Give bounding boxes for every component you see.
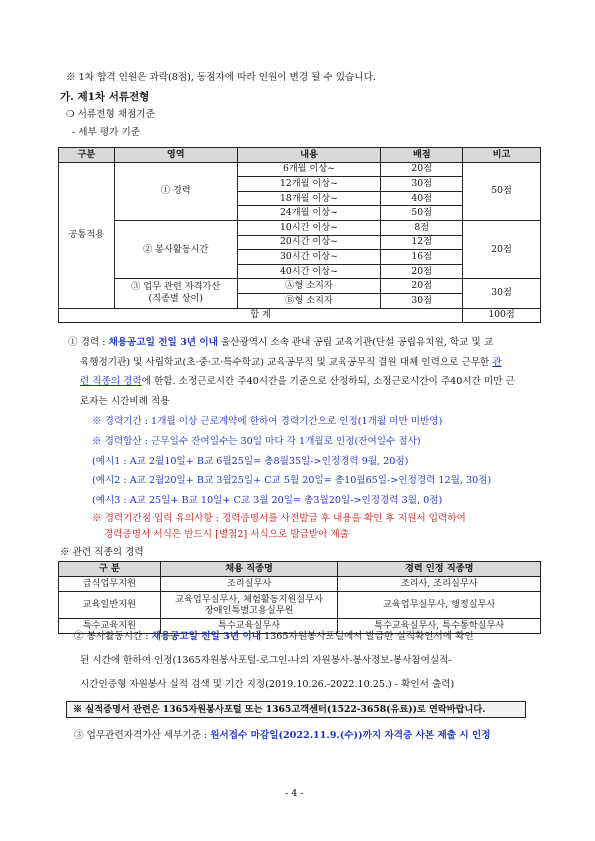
- table-cell: 8점: [381, 220, 463, 235]
- table-cell: 교육업무실무사, 행정실무사: [338, 592, 541, 619]
- total-score: 100점: [463, 308, 541, 323]
- certificate-deadline-highlight: 원서접수 마감일(2022.11.9.(수))까지 자격증 사본 제출 시 인정: [210, 730, 491, 741]
- career-line-3: [80, 375, 515, 388]
- example-3: (예시3 : A교 25일+ B교 10일+ C교 3월 20일= 총3월20일->인정경력 3월, 0점): [92, 495, 443, 506]
- category-common: 공통적용: [59, 162, 115, 308]
- table-cell: 특수교육실무사, 특수통학실무사: [338, 619, 541, 634]
- table-cell: Ⓑ형 소지자: [237, 293, 381, 308]
- table-cell: 12개월 이상~: [237, 177, 381, 192]
- career-text: 울산광역시 소속 관내 공립 교육기관(단설 공립유치원, 학교 및 교: [217, 337, 494, 348]
- section-title: 가. 제1차 서류전형: [60, 91, 150, 103]
- intro-note: ※ 1차 합격 인원은 과락(8점), 동점자에 따라 인원이 변경 될 수 있습니다.: [66, 72, 376, 83]
- table-cell: 40시간 이상~: [237, 264, 381, 279]
- career-period-highlight: 채용공고일 전일 3년 이내: [108, 337, 218, 348]
- career-line-4: 로자는 시간비례 적용: [80, 396, 170, 407]
- table-cell: 조리사, 조리실무사: [338, 577, 541, 592]
- area-certificate-line1: ③ 업무 관련 자격가산: [131, 281, 221, 293]
- table-cell: 30시간 이상~: [237, 250, 381, 265]
- table-cell: 조리실무사: [160, 577, 338, 592]
- sub-heading-criteria: ❍ 서류전형 채점기준: [66, 109, 155, 120]
- header-recognized-job: 경력 인정 직종명: [338, 562, 541, 577]
- sub-heading-detail: - 세부 평가 기준: [72, 127, 140, 138]
- example-2: (예시2 : A교 2월20일+ B교 3월25일+ C교 5월 20일= 총10월65일->인정경력 12월, 30점): [92, 475, 492, 486]
- table-cell: 16점: [381, 250, 463, 265]
- table-cell: 20점: [381, 162, 463, 177]
- header-score: 배점: [381, 148, 463, 163]
- career-max-score: 50점: [463, 162, 541, 220]
- volunteer-period-highlight: 채용공고일 전일 3년 이내: [151, 631, 261, 642]
- related-careers-title: ※ 관련 직종의 경력: [60, 547, 144, 558]
- table-cell: 20점: [381, 279, 463, 294]
- volunteer-line-1: [74, 630, 474, 643]
- career-text: 육행정기관) 및 사립학교(초·중·고·특수학교) 교육공무직 및 교육공무직 결원 대체 인력으로 근무한: [80, 357, 493, 368]
- page-number: - 4 -: [285, 788, 304, 799]
- table-cell: 30점: [381, 177, 463, 192]
- area-volunteer: ② 봉사활동시간: [114, 220, 237, 278]
- career-label: ① 경력 :: [68, 337, 109, 348]
- area-certificate: [114, 279, 237, 308]
- table-cell: 30점: [381, 293, 463, 308]
- certificate-max-score: 30점: [463, 279, 541, 308]
- note-career-period: ※ 경력기간 : 1개월 이상 근로계약에 한하여 경력기간으로 인정(1개월 미만 미반영): [92, 416, 443, 427]
- certificate-line: [74, 729, 491, 742]
- certificate-label: ③ 업무관련자격가산 세부기준 :: [74, 730, 211, 741]
- header-note: 비고: [463, 148, 541, 163]
- volunteer-max-score: 20점: [463, 220, 541, 278]
- table-cell: 50점: [381, 206, 463, 221]
- volunteer-text: 1365자원봉사포털에서 발급한 실적확인서에 확인: [260, 631, 474, 642]
- header-job: 채용 직종명: [160, 562, 338, 577]
- volunteer-line-3: 시간인증형 자원봉사 실적 검색 및 기간 지정(2019.10.26.-2022.10.25.) - 확인서 출력): [80, 679, 455, 690]
- related-careers-table: [58, 561, 541, 634]
- notice-box: ※ 실적증명서 관련은 1365자원봉사포털 또는 1365고객센터(1522-3658(유료))로 연락바랍니다.: [66, 701, 526, 718]
- job-line-1: 교육업무실무사, 체험활동지원실무사: [175, 594, 324, 605]
- total-label: 합 계: [59, 308, 463, 323]
- table-cell: [160, 592, 338, 619]
- warning-line-2: 경력증명서 서식은 반드시 [별첨2] 서식으로 발급받아 제출: [104, 529, 350, 540]
- warning-line-1: ※ 경력기간점 입력 유의사항 : 경력증명서를 사전발급 후 내용을 확인 후 지원서 입력하여: [92, 513, 466, 524]
- table-cell: 18개월 이상~: [237, 191, 381, 206]
- volunteer-line-2: 된 시간에 한하여 인정(1365자원봉사포털-로그인-나의 자원봉사-봉사정보-봉사참여실적-: [80, 655, 452, 666]
- header-area: 영역: [114, 148, 237, 163]
- table-row: [59, 592, 541, 619]
- table-cell: 특수교육지원: [59, 619, 161, 634]
- header-category: 구 분: [59, 562, 161, 577]
- note-career-sum: ※ 경력합산 : 근무일수 잔여일수는 30일 마다 각 1개월로 인정(잔여일수 절사): [92, 436, 421, 447]
- career-related-highlight: 관: [492, 357, 502, 368]
- example-1: (예시1 : A교 2월10일+ B교 6월25일= 총8월35일->인정경력 9월, 20점): [92, 456, 409, 467]
- table-cell: 20점: [381, 264, 463, 279]
- career-line-1: [68, 336, 493, 349]
- volunteer-label: ② 봉사활동시간 :: [74, 631, 152, 642]
- table-cell: 특수교육실무사: [160, 619, 338, 634]
- table-cell: 급식업무지원: [59, 577, 161, 592]
- job-line-2: 장애인특별고용실무원: [204, 605, 294, 616]
- evaluation-table: [58, 147, 541, 323]
- table-row: [59, 577, 541, 592]
- career-related-highlight: 련 직종의 경력: [80, 376, 142, 387]
- header-category: 구분: [59, 148, 115, 163]
- table-cell: Ⓐ형 소지자: [237, 279, 381, 294]
- career-line-2: [80, 356, 502, 369]
- table-cell: 6개월 이상~: [237, 162, 381, 177]
- table-cell: 24개월 이상~: [237, 206, 381, 221]
- table-cell: 교육일반지원: [59, 592, 161, 619]
- table-cell: 20시간 이상~: [237, 235, 381, 250]
- area-career: ① 경력: [114, 162, 237, 220]
- header-content: 내용: [237, 148, 381, 163]
- area-certificate-line2: (직종별 상이): [148, 293, 203, 305]
- career-text: 에 한함. 소정근로시간 주40시간을 기준으로 산정하되, 소정근로시간이 주40시간 미만 근: [141, 376, 515, 387]
- table-cell: 10시간 이상~: [237, 220, 381, 235]
- table-cell: 40점: [381, 191, 463, 206]
- table-cell: 12점: [381, 235, 463, 250]
